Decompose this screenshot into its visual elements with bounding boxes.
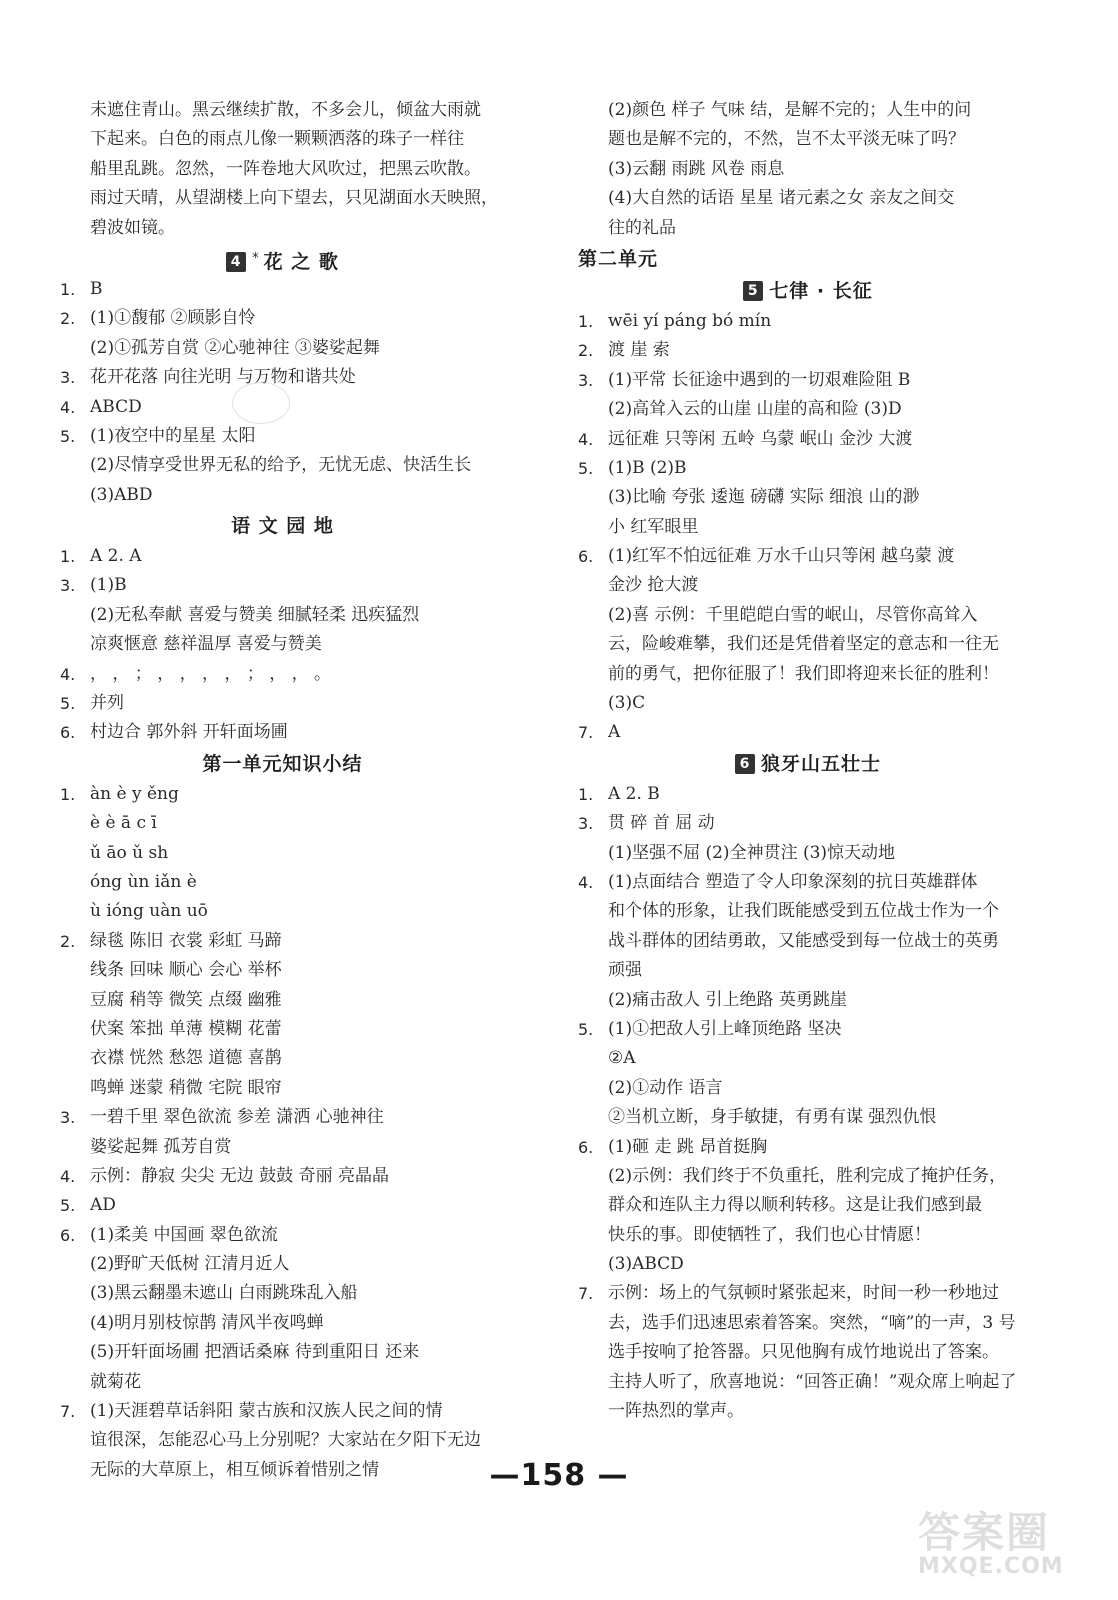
answer-text: 衣襟 恍然 愁怨 道德 喜鹊: [90, 1048, 282, 1069]
item-number: 7.: [578, 723, 594, 743]
answer-continuation: [578, 689, 1038, 718]
answer-continuation: [60, 1133, 505, 1162]
answer-item: [60, 275, 505, 304]
answer-text: (2)高耸入云的山崖 山崖的高和险 (3)D: [608, 399, 902, 420]
answer-continuation: [578, 571, 1038, 600]
lesson-number-badge: 5: [743, 281, 763, 301]
item-number: 5.: [60, 1196, 76, 1216]
answer-continuation: [578, 839, 1038, 868]
answer-continuation: [578, 1074, 1038, 1103]
answer-item: [60, 1103, 505, 1132]
answer-text: ABCD: [90, 396, 142, 417]
answer-text: 伏案 笨拙 单薄 模糊 花蕾: [90, 1018, 282, 1039]
answer-item: [60, 542, 505, 571]
answer-continuation: [578, 1368, 1038, 1397]
item-number: 3.: [578, 370, 594, 390]
answer-text: (4)明月别枝惊鹊 清风半夜鸣蝉: [90, 1312, 324, 1333]
heading-title: 语 文 园 地: [231, 515, 334, 538]
answer-continuation: [578, 927, 1038, 956]
answer-continuation: [60, 1074, 505, 1103]
lesson-heading: [578, 748, 1038, 780]
faint-stamp: [232, 382, 290, 424]
answer-item: [60, 660, 505, 689]
answer-text: 顽强: [608, 960, 642, 981]
heading-title: 第二单元: [578, 247, 659, 270]
answer-text: (1)坚强不屈 (2)全神贯注 (3)惊天动地: [608, 842, 896, 863]
answer-continuation: [60, 956, 505, 985]
answer-item: [60, 1162, 505, 1191]
answer-text: ǔ āo ǔ sh: [90, 842, 169, 863]
item-number: 6.: [578, 547, 594, 567]
answer-continuation: [60, 986, 505, 1015]
answer-continuation: [60, 1368, 505, 1397]
answer-text: 一碧千里 翠色欲流 参差 潇洒 心驰神往: [90, 1107, 384, 1128]
answer-text: (3)C: [608, 693, 646, 714]
answer-continuation: [578, 155, 1038, 184]
item-number: 3.: [60, 368, 76, 388]
answer-continuation: [60, 809, 505, 838]
answer-text: 快乐的事。即使牺牲了，我们也心甘情愿！: [608, 1224, 931, 1245]
answer-text: (3)ABD: [90, 484, 153, 505]
answer-text: A 2. A: [90, 546, 142, 567]
answer-continuation: [578, 96, 1038, 125]
answer-text: 渡 崖 索: [608, 340, 670, 361]
answer-text: 题也是解不完的，不然，岂不太平淡无味了吗？: [608, 129, 965, 150]
item-number: 6.: [578, 1137, 594, 1157]
watermark-logo-text: 答案圈: [918, 1508, 1051, 1557]
answer-continuation: [60, 839, 505, 868]
item-number: 3.: [578, 814, 594, 834]
item-number: 2.: [60, 309, 76, 329]
answer-text: 凉爽惬意 慈祥温厚 喜爱与赞美: [90, 634, 322, 655]
answer-text: (1)B (2)B: [608, 457, 687, 478]
page-number: —158 —: [489, 1458, 629, 1493]
answer-continuation: [60, 897, 505, 926]
lesson-heading: [60, 510, 505, 542]
item-number: 1.: [60, 784, 76, 804]
answer-item: [578, 454, 1038, 483]
answer-text: (2)野旷天低树 江清月近人: [90, 1254, 290, 1275]
answer-text: (3)黑云翻墨未遮山 白雨跳珠乱入船: [90, 1283, 358, 1304]
answer-continuation: [60, 1250, 505, 1279]
answer-continuation: [578, 897, 1038, 926]
answer-text: 船里乱跳。忽然，一阵卷地大风吹过，把黑云吹散。: [90, 158, 481, 179]
passage-line: [60, 96, 505, 125]
answer-text: (2)①孤芳自赏 ②心驰神往 ③婆娑起舞: [90, 337, 380, 358]
answer-continuation: [578, 513, 1038, 542]
answer-continuation: [578, 630, 1038, 659]
answer-continuation: [60, 334, 505, 363]
answer-continuation: [578, 1338, 1038, 1367]
answer-text: 鸣蝉 迷蒙 稍微 宅院 眼帘: [90, 1077, 282, 1098]
answer-continuation: [578, 1309, 1038, 1338]
answer-text: 谊很深，怎能忍心马上分别呢？大家站在夕阳下无边: [90, 1430, 481, 1451]
answer-continuation: [578, 660, 1038, 689]
item-number: 4.: [578, 429, 594, 449]
answer-text: (1)平常 长征途中遇到的一切艰难险阻 B: [608, 369, 911, 390]
answer-text: (1)砸 走 跳 昂首挺胸: [608, 1136, 768, 1157]
item-number: 4.: [60, 1166, 76, 1186]
answer-text: ù ióng uàn uō: [90, 901, 208, 922]
answer-text: 一阵热烈的掌声。: [608, 1401, 744, 1422]
answer-item: [578, 1133, 1038, 1162]
answer-continuation: [578, 1397, 1038, 1426]
answer-text: 并列: [90, 693, 124, 714]
answer-text: 主持人听了，欣喜地说：“回答正确！”观众席上响起了: [608, 1371, 1017, 1392]
item-number: 3.: [60, 1108, 76, 1128]
answer-text: 往的礼品: [608, 217, 676, 238]
answer-continuation: [578, 395, 1038, 424]
answer-text: B: [90, 278, 103, 299]
watermark-url: MXQE.COM: [918, 1554, 1064, 1579]
answer-continuation: [578, 483, 1038, 512]
answer-continuation: [60, 630, 505, 659]
answer-text: 金沙 抢大渡: [608, 575, 699, 596]
item-number: 3.: [60, 576, 76, 596]
answer-text: 无际的大草原上，相互倾诉着惜别之情: [90, 1459, 379, 1480]
answer-item: [60, 1221, 505, 1250]
answer-text: (1)B: [90, 575, 127, 596]
answer-text: (1)天涯碧草话斜阳 蒙古族和汉族人民之间的情: [90, 1401, 443, 1422]
lesson-heading: [60, 748, 505, 780]
answer-continuation: [578, 125, 1038, 154]
answer-text: (1)①把敌人引上峰顶绝路 坚决: [608, 1018, 842, 1039]
item-number: 5.: [60, 694, 76, 714]
answer-text: wēi yí páng bó mín: [608, 310, 772, 331]
answer-text: (3)ABCD: [608, 1254, 684, 1275]
item-number: 6.: [60, 723, 76, 743]
answer-text: ②A: [608, 1048, 636, 1069]
answer-item: [578, 809, 1038, 838]
answer-item: [578, 868, 1038, 897]
answer-text: 豆腐 稍等 微笑 点缀 幽雅: [90, 989, 282, 1010]
answer-text: (2)喜 示例：千里皑皑白雪的岷山，尽管你高耸入: [608, 604, 978, 625]
answer-continuation: [60, 451, 505, 480]
answer-text: (2)尽情享受世界无私的给予，无忧无虑、快活生长: [90, 455, 472, 476]
answer-continuation: [60, 601, 505, 630]
answer-item: [578, 542, 1038, 571]
answer-text: (1)夜空中的星星 太阳: [90, 425, 256, 446]
answer-text: 下起来。白色的雨点儿像一颗颗洒落的珠子一样往: [90, 129, 464, 150]
answer-text: 和个体的形象，让我们既能感受到五位战士作为一个: [608, 901, 999, 922]
answer-text: è è ā c ī: [90, 813, 157, 834]
heading-title: 第一单元知识小结: [202, 752, 363, 775]
answer-continuation: [60, 1309, 505, 1338]
answer-text: 村边合 郭外斜 开轩面场圃: [90, 722, 288, 743]
answer-continuation: [60, 1426, 505, 1455]
answer-item: [578, 1015, 1038, 1044]
answer-text: (1)①馥郁 ②顾影自怜: [90, 308, 256, 329]
answer-item: [60, 304, 505, 333]
answer-text: (1)红军不怕远征难 万水千山只等闲 越乌蒙 渡: [608, 546, 955, 567]
answer-text: ②当机立断，身手敏捷，有勇有谋 强烈仇恨: [608, 1107, 937, 1128]
answer-text: (3)云翻 雨跳 风卷 雨息: [608, 158, 785, 179]
answer-text: 婆娑起舞 孤芳自赏: [90, 1136, 232, 1157]
answer-text: 云，险峻难攀，我们还是凭借着坚定的意志和一往无: [608, 634, 999, 655]
answer-text: 去，选手们迅速思索着答案。突然，“嘀”的一声，3 号: [608, 1312, 1016, 1333]
answer-text: 绿毯 陈旧 衣裳 彩虹 马蹄: [90, 930, 282, 951]
answer-text: (2)痛击敌人 引上绝路 英勇跳崖: [608, 989, 847, 1010]
lesson-heading: [578, 275, 1038, 307]
answer-continuation: [578, 1221, 1038, 1250]
answer-continuation: [60, 1338, 505, 1367]
item-number: 4.: [578, 872, 594, 892]
item-number: 4.: [60, 664, 76, 684]
answer-continuation: [578, 1191, 1038, 1220]
answer-text: (2)无私奉献 喜爱与赞美 细腻轻柔 迅疾猛烈: [90, 604, 420, 625]
answer-continuation: [60, 481, 505, 510]
item-number: 1.: [60, 279, 76, 299]
answer-text: 雨过天晴，从望湖楼上向下望去，只见湖面水天映照，: [90, 188, 498, 209]
item-number: 2.: [578, 341, 594, 361]
answer-item: [60, 422, 505, 451]
answer-text: 示例：场上的气氛顿时紧张起来，时间一秒一秒地过: [608, 1283, 999, 1304]
answer-item: [60, 780, 505, 809]
right-column: [578, 96, 1038, 1426]
answer-text: 群众和连队主力得以顺利转移。这是让我们感到最: [608, 1195, 982, 1216]
answer-text: 选手按响了抢答器。只见他胸有成竹地说出了答案。: [608, 1342, 999, 1363]
answer-item: [60, 571, 505, 600]
answer-text: 远征难 只等闲 五岭 乌蒙 岷山 金沙 大渡: [608, 428, 913, 449]
answer-text: (3)比喻 夸张 逶迤 磅礴 实际 细浪 山的渺: [608, 487, 920, 508]
lesson-number-badge: 4: [226, 252, 246, 272]
item-number: 2.: [60, 931, 76, 951]
item-number: 7.: [60, 1402, 76, 1422]
item-number: 5.: [60, 426, 76, 446]
answer-continuation: [578, 1250, 1038, 1279]
answer-continuation: [60, 1279, 505, 1308]
answer-continuation: [578, 184, 1038, 213]
answer-item: [60, 1397, 505, 1426]
answer-item: [578, 336, 1038, 365]
answer-item: [60, 1191, 505, 1220]
answer-text: A 2. B: [608, 783, 660, 804]
answer-text: 小 红军眼里: [608, 516, 699, 537]
answer-text: ， ， ； ， ， ， ， ； ， ， 。: [90, 663, 332, 684]
passage-line: [60, 184, 505, 213]
lesson-heading: [60, 243, 505, 275]
left-column: [60, 96, 505, 1485]
answer-item: [578, 307, 1038, 336]
answer-item: [578, 366, 1038, 395]
answer-text: 线条 回味 顺心 会心 举杯: [90, 960, 282, 981]
answer-continuation: [60, 1044, 505, 1073]
passage-line: [60, 125, 505, 154]
answer-text: (5)开轩面场圃 把酒话桑麻 待到重阳日 还来: [90, 1342, 420, 1363]
answer-text: AD: [90, 1195, 116, 1216]
answer-text: (2)①动作 语言: [608, 1077, 723, 1098]
answer-item: [578, 780, 1038, 809]
answer-continuation: [578, 1044, 1038, 1073]
answer-text: 贯 碎 首 屈 动: [608, 813, 715, 834]
answer-text: A: [608, 722, 621, 743]
answer-continuation: [578, 601, 1038, 630]
item-number: 7.: [578, 1284, 594, 1304]
item-number: 1.: [578, 784, 594, 804]
answer-text: àn è y ěng: [90, 783, 179, 804]
answer-text: 未遮住青山。黑云继续扩散，不多会儿，倾盆大雨就: [90, 100, 481, 120]
passage-line: [60, 155, 505, 184]
answer-item: [578, 1279, 1038, 1308]
item-number: 4.: [60, 397, 76, 417]
answer-continuation: [578, 986, 1038, 1015]
lesson-number-badge: 6: [735, 754, 755, 774]
answer-text: 战斗群体的团结勇敢，又能感受到每一位战士的英勇: [608, 930, 999, 951]
answer-continuation: [60, 868, 505, 897]
heading-title: 花 之 歌: [263, 250, 339, 273]
answer-text: 花开花落 向往光明 与万物和谐共处: [90, 367, 356, 388]
answer-item: [60, 718, 505, 747]
answer-text: 示例：静寂 尖尖 无边 鼓鼓 奇丽 亮晶晶: [90, 1165, 390, 1186]
answer-text: (1)柔美 中国画 翠色欲流: [90, 1224, 278, 1245]
optional-lesson-star: *: [252, 250, 260, 266]
answer-text: 前的勇气，把你征服了！我们即将迎来长征的胜利！: [608, 663, 999, 684]
item-number: 5.: [578, 1019, 594, 1039]
item-number: 5.: [578, 458, 594, 478]
answer-continuation: [60, 1015, 505, 1044]
unit-heading: [578, 243, 1038, 275]
answer-item: [578, 425, 1038, 454]
answer-continuation: [578, 214, 1038, 243]
answer-text: (2)示例：我们终于不负重托，胜利完成了掩护任务，: [608, 1165, 1007, 1186]
answer-text: 碧波如镜。: [90, 217, 175, 238]
answer-continuation: [578, 956, 1038, 985]
answer-item: [60, 927, 505, 956]
site-watermark: [908, 1496, 1098, 1586]
heading-title: 狼牙山五壮士: [760, 752, 881, 775]
heading-title: 七律 · 长征: [769, 279, 873, 302]
answer-text: (4)大自然的话语 星星 诸元素之女 亲友之间交: [608, 188, 955, 209]
answer-item: [60, 689, 505, 718]
answer-text: 就菊花: [90, 1371, 141, 1392]
item-number: 6.: [60, 1225, 76, 1245]
answer-continuation: [578, 1103, 1038, 1132]
answer-item: [578, 718, 1038, 747]
answer-text: óng ùn iǎn è: [90, 871, 197, 892]
item-number: 1.: [60, 547, 76, 567]
passage-line: [60, 214, 505, 243]
answer-text: (2)颜色 样子 气味 结，是解不完的；人生中的问: [608, 100, 972, 120]
item-number: 1.: [578, 311, 594, 331]
answer-continuation: [578, 1162, 1038, 1191]
answer-text: (1)点面结合 塑造了令人印象深刻的抗日英雄群体: [608, 871, 978, 892]
